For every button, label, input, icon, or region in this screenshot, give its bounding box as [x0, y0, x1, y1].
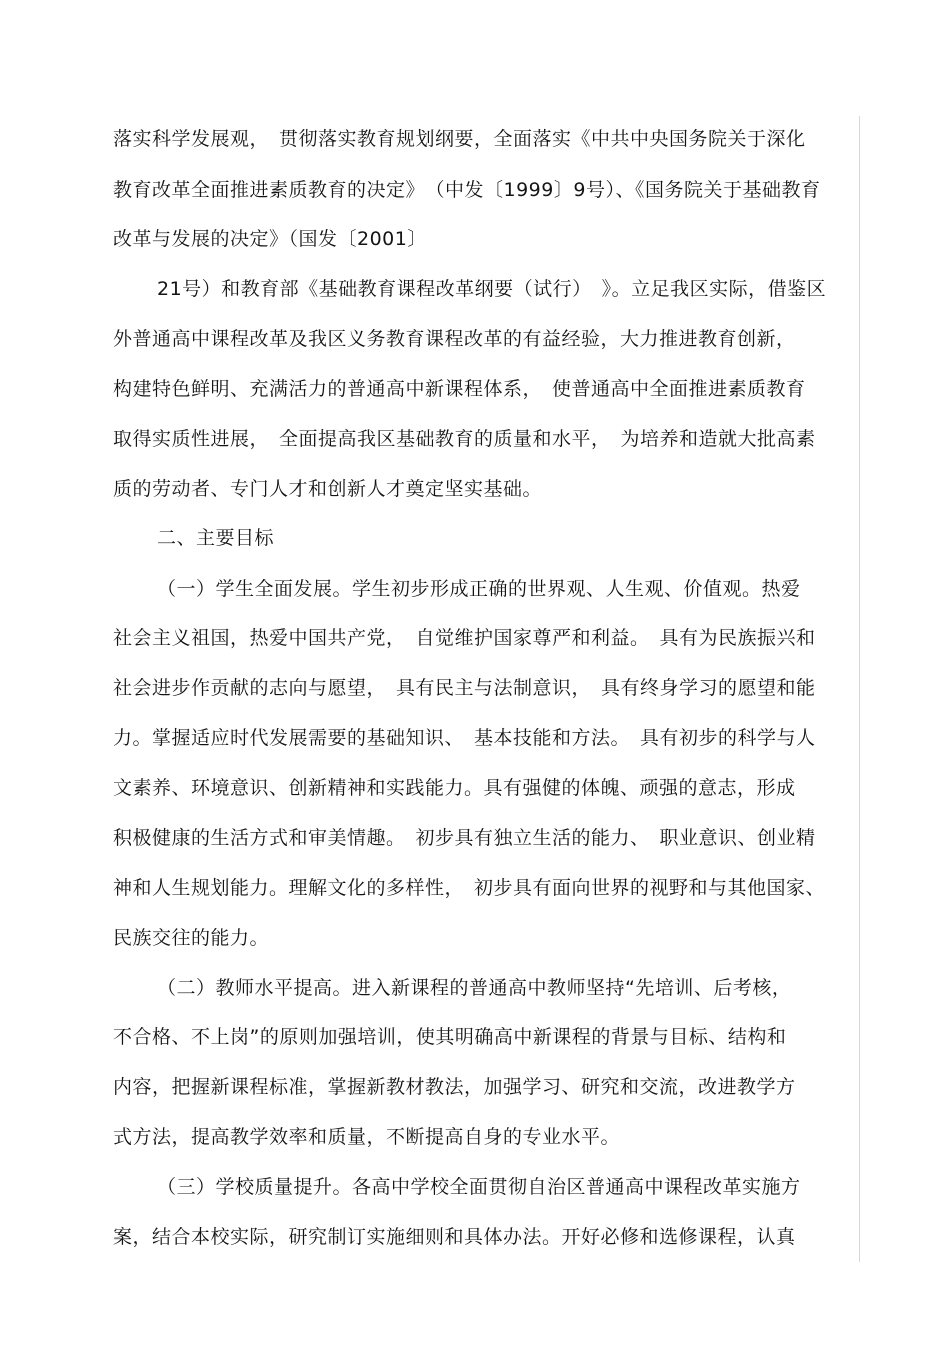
text-line: （一）学生全面发展。学生初步形成正确的世界观、人生观、价值观。热爱 [157, 578, 801, 600]
page-edge-rule [859, 116, 860, 1262]
text-line: 社会主义祖国，热爱中国共产党， 自觉维护国家尊严和利益。 具有为民族振兴和 [113, 627, 816, 649]
text-line: 教育改革全面推进素质教育的决定》 （中发〔1999〕9号）、《国务院关于基础教育 [113, 179, 821, 201]
text-line: 案，结合本校实际，研究制订实施细则和具体办法。开好必修和选修课程，认真 [113, 1226, 796, 1248]
section-heading: 二、主要目标 [157, 527, 275, 549]
text-line: 力。掌握适应时代发展需要的基础知识、 基本技能和方法。 具有初步的科学与人 [113, 727, 816, 749]
text-line: 改革与发展的决定》（国发〔2001〕 [113, 228, 427, 250]
text-line: （三）学校质量提升。各高中学校全面贯彻自治区普通高中课程改革实施方 [157, 1176, 801, 1198]
text-line: （二）教师水平提高。进入新课程的普通高中教师坚持“先培训、后考核， [157, 977, 792, 999]
text-line: 神和人生规划能力。理解文化的多样性， 初步具有面向世界的视野和与其他国家、 [113, 877, 826, 899]
text-line: 积极健康的生活方式和审美情趣。 初步具有独立生活的能力、 职业意识、创业精 [113, 827, 816, 849]
text-line: 文素养、环境意识、创新精神和实践能力。具有强健的体魄、顽强的意志，形成 [113, 777, 796, 799]
text-line: 21号）和教育部《基础教育课程改革纲要（试行） 》。立足我区实际，借鉴区 [157, 278, 827, 300]
text-line: 民族交往的能力。 [113, 927, 270, 949]
text-line: 取得实质性进展， 全面提高我区基础教育的质量和水平， 为培养和造就大批高素 [113, 428, 816, 450]
text-line: 外普通高中课程改革及我区义务教育课程改革的有益经验，大力推进教育创新， [113, 328, 796, 350]
text-line: 不合格、不上岗”的原则加强培训，使其明确高中新课程的背景与目标、结构和 [113, 1026, 787, 1048]
text-line: 式方法，提高教学效率和质量，不断提高自身的专业水平。 [113, 1126, 621, 1148]
text-line: 内容，把握新课程标准，掌握新教材教法，加强学习、研究和交流，改进教学方 [113, 1076, 796, 1098]
text-line: 落实科学发展观， 贯彻落实教育规划纲要，全面落实《中共中央国务院关于深化 [113, 128, 806, 150]
text-line: 质的劳动者、专门人才和创新人才奠定坚实基础。 [113, 478, 543, 500]
text-line: 社会进步作贡献的志向与愿望， 具有民主与法制意识， 具有终身学习的愿望和能 [113, 677, 816, 699]
text-line: 构建特色鲜明、充满活力的普通高中新课程体系， 使普通高中全面推进素质教育 [113, 378, 806, 400]
